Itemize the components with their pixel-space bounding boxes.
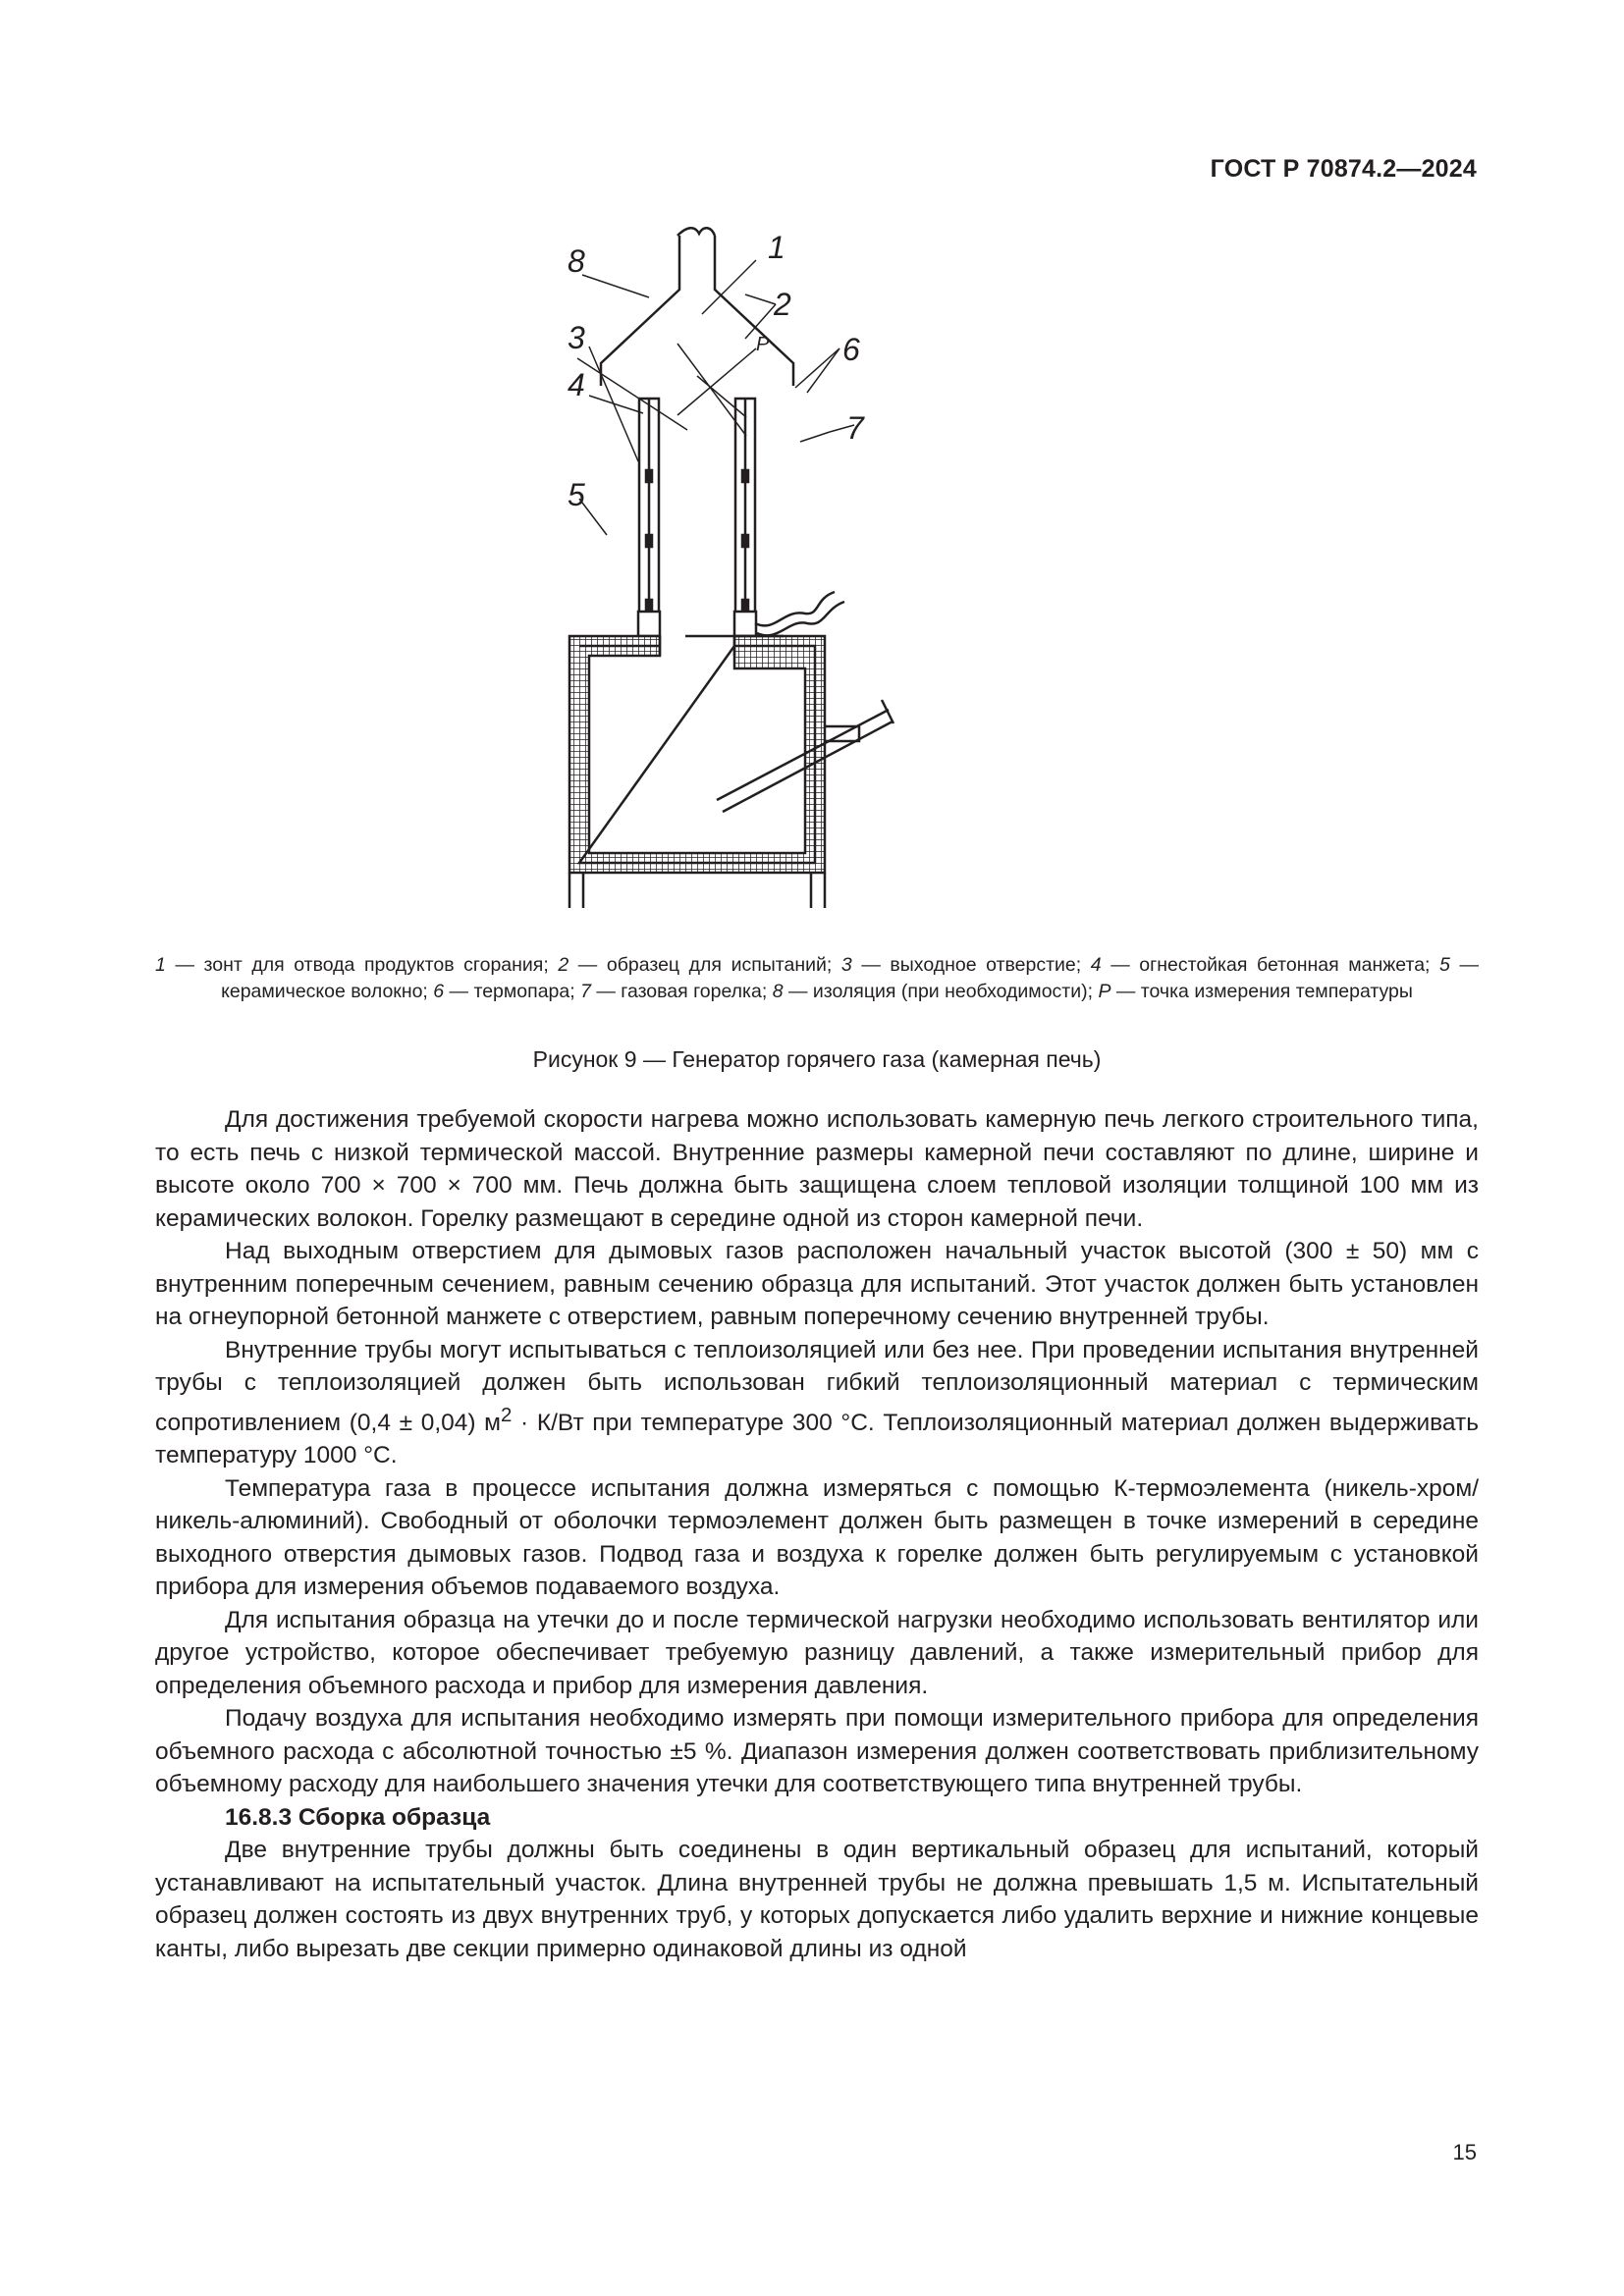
page-number: 15: [1452, 2140, 1477, 2164]
paragraph-5: Для испытания образца на утечки до и после термической нагрузки необходимо использовать вентилятор или другое устройство, которое обеспечивает требуемую разницу давлений, а также измерительный прибор для определения объемного расхода и прибор для измерения давления.: [155, 1606, 1479, 1699]
furnace-schematic: [550, 221, 1011, 928]
figure-title: Рисунок 9 — Генератор горячего газа (камерная печь): [532, 1046, 1102, 1072]
test-specimen-pipes: [639, 399, 755, 636]
label-p: P: [756, 334, 770, 355]
document-header: ГОСТ Р 70874.2—2024: [1210, 155, 1477, 183]
paragraph-6: Подачу воздуха для испытания необходимо измерять при помощи измерительного прибора для определения объемного расхода с абсолютной точностью ±5 %. Диапазон измерения должен соответствовать приблизительному объемному расходу для наибольшего значения утечки для соответствующего типа внутренней трубы.: [155, 1705, 1479, 1798]
label-2: 2: [774, 287, 791, 322]
superscript: 2: [501, 1404, 513, 1426]
paragraph-7: Две внутренние трубы должны быть соединены в один вертикальный образец для испытаний, который устанавливают на испытательный участок. Длина внутренней трубы не должна превышать 1,5 м. Испытательный образец должен состоять из двух внутренних труб, у которых допускается либо удалить верхние и нижние концевые канты, либо вырезать две секции примерно одинаковой длины из одной: [155, 1837, 1479, 1962]
section-heading: 16.8.3 Сборка образца: [225, 1803, 491, 1831]
paragraph-2: Над выходным отверстием для дымовых газов расположен начальный участок высотой (300 ± 50) мм с внутренним поперечным сечением, равным сечению образца для испытаний. Этот участок должен быть установлен на огнеупорной бетонной манжете с отверстием, равным поперечному сечению внутренней трубы.: [155, 1238, 1479, 1330]
paragraph-1: Для достижения требуемой скорости нагрева можно использовать камерную печь легкого строительного типа, то есть печь с низкой термической массой. Внутренние размеры камерной печи составляют по длине, ширине и высоте около 700 × 700 × 700 мм. Печь должна быть защищена слоем тепловой изоляции толщиной 100 мм из керамических волокон. Горелку размещают в середине одной из сторон камерной печи.: [155, 1106, 1479, 1232]
label-4: 4: [568, 367, 585, 402]
leader-lines: [577, 260, 854, 535]
concrete-collars: [638, 612, 756, 636]
label-8: 8: [568, 243, 585, 279]
chamber-furnace: [569, 636, 825, 908]
label-6: 6: [842, 332, 860, 367]
exhaust-hood: [601, 228, 793, 386]
body-text: [155, 1103, 1479, 1965]
thermocouple: [685, 592, 844, 636]
paragraph-3: Внутренние трубы могут испытываться с теплоизоляцией или без нее. При проведении испытания внутренней трубы с теплоизоляцией должен быть использован гибкий теплоизоляционный материал с термическим сопротивлением (0,4 ± 0,04) $м^2 \cdot К/Вт$ при температуре 300 °С. Теплоизоляционный материал должен выдерживать температуру 1000 °С.: [155, 1336, 1479, 1469]
leader-lines-adjusted: [677, 344, 746, 436]
label-7: 7: [846, 410, 864, 446]
figure-legend: 1 — зонт для отвода продуктов сгорания; 2 — образец для испытаний; 3 — выходное отверстие; 4 — огнестойкая бетонная манжета; 5 — керамическое волокно; 6 — термопара; 7 — газовая горелка; 8 — изоляция (при необходимости); Р — точка измерения температуры: [155, 954, 1479, 1002]
paragraph-4: Температура газа в процессе испытания должна измеряться с помощью К-термоэлемента (никель-хром/никель-алюминий). Свободный от оболочки термоэлемент должен быть размещен в точке измерений в середине выходного отверстия дымовых газов. Подвод газа и воздуха к горелке должен быть регулируемым с установкой прибора для измерения объемов подаваемого воздуха.: [155, 1474, 1479, 1601]
figure-9-diagram: [550, 221, 1011, 928]
label-5: 5: [568, 477, 585, 512]
label-1: 1: [768, 230, 785, 265]
label-3: 3: [568, 320, 585, 355]
